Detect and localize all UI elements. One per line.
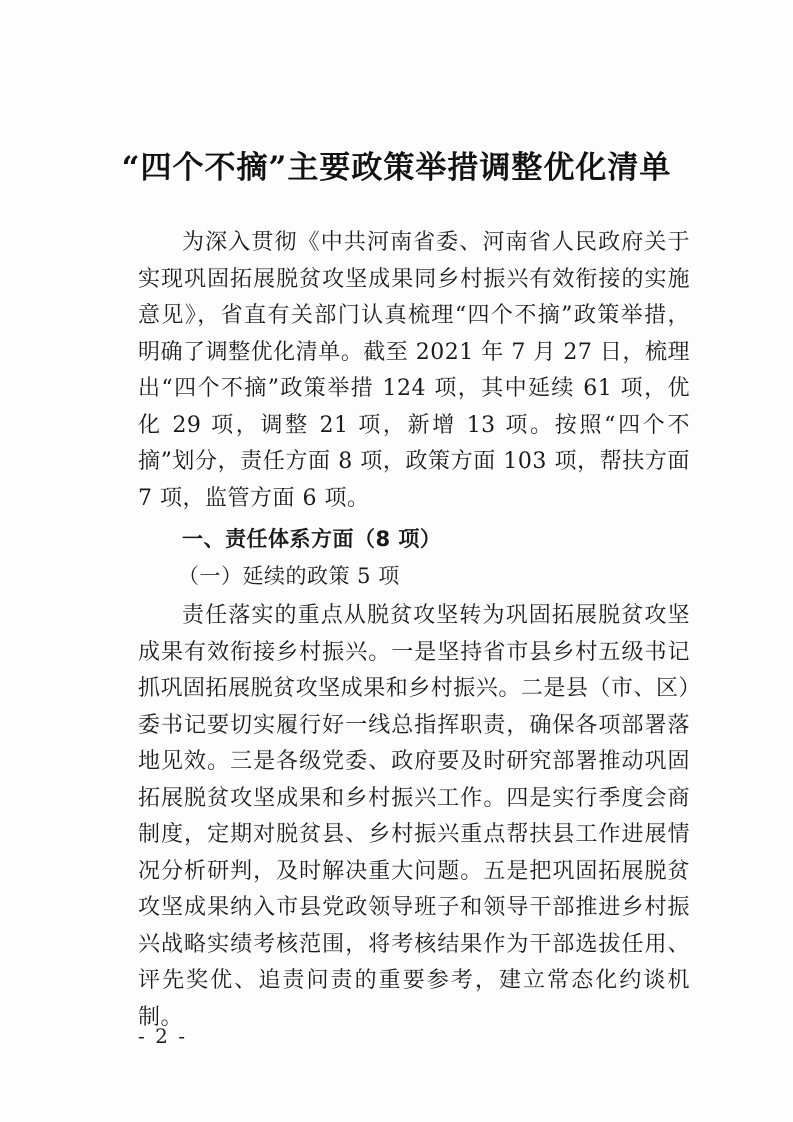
section-heading: 一、责任体系方面（8 项） — [182, 527, 442, 551]
intro-paragraph: 为深入贯彻《中共河南省委、河南省人民政府关于实现巩固拓展脱贫攻坚成果同乡村振兴有效衔接的实施意见》，省直有关部门认真梳理“四个不摘”政策举措，明确了调整优化清单。截至 2021 年 7 月 27 日，梳理出“四个不摘”政策举措 124 项，其中延续 61 项，优化 29 项，调整 21 项，新增 13 项。按照“四个不摘”划分，责任方面 8 项，政策方面 103 项，帮扶方面 7 项，监管方面 6 项。 — [138, 230, 690, 511]
page-number: - 2 - — [138, 1024, 187, 1048]
document-title: “四个不摘”主要政策举措调整优化清单 — [121, 150, 672, 186]
document-body — [138, 225, 690, 1036]
subsection-heading: （一）延续的政策 5 项 — [178, 563, 400, 588]
section-body-paragraph: 责任落实的重点从脱贫攻坚转为巩固拓展脱贫攻坚成果有效衔接乡村振兴。一是坚持省市县乡村五级书记抓巩固拓展脱贫攻坚成果和乡村振兴。二是县（市、区）委书记要切实履行好一线总指挥职责，确保各项部署落地见效。三是各级党委、政府要及时研究部署推动巩固拓展脱贫攻坚成果和乡村振兴工作。四是实行季度会商制度，定期对脱贫县、乡村振兴重点帮扶县工作进展情况分析研判，及时解决重大问题。五是把巩固拓展脱贫攻坚成果纳入市县党政领导班子和领导干部推进乡村振兴战略实绩考核范围，将考核结果作为干部选拔任用、评先奖优、追责问责的重要参考，建立常态化约谈机制。 — [138, 603, 690, 1030]
